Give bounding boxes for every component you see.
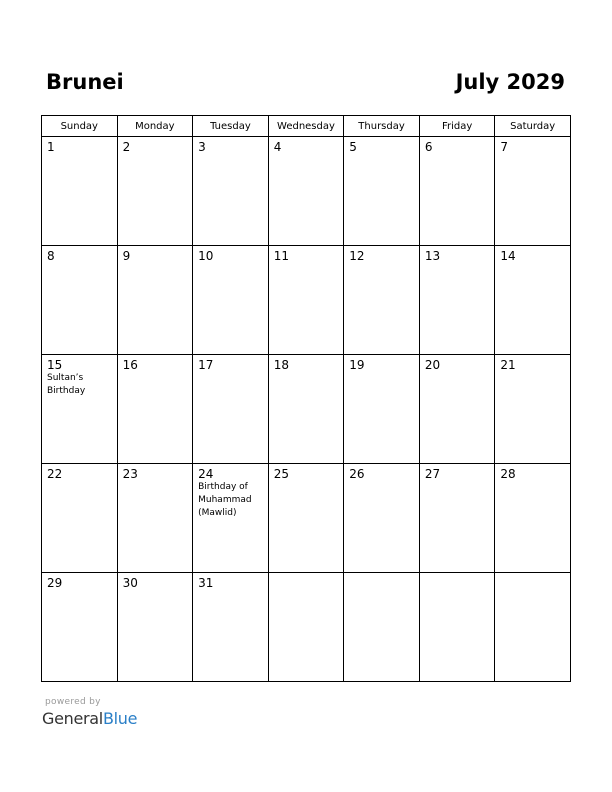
day-cell — [419, 137, 495, 246]
day-number: 30 — [122, 576, 138, 590]
day-cell — [117, 573, 193, 682]
week-row-2 — [42, 246, 571, 355]
day-cell — [344, 137, 420, 246]
day-number: 25 — [273, 467, 289, 481]
country-title: Brunei — [46, 70, 124, 94]
brand-blue-text: Blue — [102, 709, 138, 728]
day-cell — [268, 464, 344, 573]
day-number: 8 — [47, 249, 55, 263]
generalblue-logo — [42, 709, 137, 728]
day-number: 13 — [424, 249, 441, 263]
day-cell — [344, 464, 420, 573]
day-cell — [117, 355, 193, 464]
day-cell — [268, 355, 344, 464]
day-number: 6 — [424, 140, 433, 154]
day-number: 17 — [198, 358, 214, 372]
day-cell — [193, 137, 269, 246]
day-cell — [193, 573, 269, 682]
day-number: 4 — [273, 140, 282, 154]
day-number: 11 — [273, 249, 289, 263]
day-number: 21 — [500, 358, 516, 372]
day-cell — [193, 355, 269, 464]
weekday-header-row — [42, 116, 571, 137]
holiday-label: Birthday of Muhammad (Mawlid) — [198, 482, 252, 518]
day-cell-empty — [344, 573, 420, 682]
day-cell — [193, 464, 269, 573]
day-number: 3 — [198, 140, 206, 154]
day-cell — [268, 246, 344, 355]
week-row-4 — [42, 464, 571, 573]
powered-by-text: powered by — [45, 697, 101, 707]
brand-general-text: General — [42, 709, 103, 728]
day-cell — [117, 137, 193, 246]
weekday-wednesday: Wednesday — [268, 116, 344, 137]
day-cell — [419, 464, 495, 573]
day-cell — [495, 464, 571, 573]
day-cell — [42, 573, 118, 682]
day-cell — [42, 137, 118, 246]
day-cell — [419, 246, 495, 355]
day-number: 27 — [424, 467, 441, 481]
weekday-monday: Monday — [117, 116, 193, 137]
day-number: 22 — [47, 467, 63, 481]
weekday-saturday: Saturday — [495, 116, 571, 137]
day-number: 18 — [273, 358, 289, 372]
day-cell — [117, 246, 193, 355]
day-number: 28 — [500, 467, 516, 481]
day-number: 7 — [500, 140, 509, 154]
day-cell — [344, 246, 420, 355]
day-number: 15 — [47, 358, 63, 372]
day-cell — [495, 137, 571, 246]
day-number: 2 — [122, 140, 131, 154]
day-number: 19 — [349, 358, 365, 372]
weekday-thursday: Thursday — [344, 116, 420, 137]
day-cell — [42, 355, 118, 464]
day-cell — [495, 355, 571, 464]
day-cell — [42, 464, 118, 573]
day-cell — [42, 246, 118, 355]
day-cell-empty — [495, 573, 571, 682]
day-cell — [117, 464, 193, 573]
day-number: 20 — [424, 358, 441, 372]
day-number: 14 — [500, 249, 516, 263]
day-cell — [419, 355, 495, 464]
day-number: 10 — [198, 249, 214, 263]
day-cell — [344, 355, 420, 464]
day-cell — [495, 246, 571, 355]
weekday-friday: Friday — [419, 116, 495, 137]
day-number: 1 — [47, 140, 55, 154]
day-cell-empty — [419, 573, 495, 682]
weekday-tuesday: Tuesday — [193, 116, 269, 137]
day-number: 9 — [122, 249, 131, 263]
day-number: 5 — [349, 140, 357, 154]
day-number: 24 — [198, 467, 214, 481]
weekday-sunday: Sunday — [42, 116, 118, 137]
month-title: July 2029 — [455, 70, 565, 94]
day-cell — [268, 137, 344, 246]
day-number: 16 — [122, 358, 138, 372]
day-number: 23 — [122, 467, 138, 481]
week-row-5 — [42, 573, 571, 682]
calendar-grid — [41, 115, 571, 682]
week-row-1 — [42, 137, 571, 246]
day-cell — [193, 246, 269, 355]
day-number: 31 — [198, 576, 214, 590]
day-number: 26 — [349, 467, 365, 481]
day-number: 29 — [47, 576, 63, 590]
holiday-label: Sultan’s Birthday — [47, 373, 86, 396]
week-row-3 — [42, 355, 571, 464]
day-cell-empty — [268, 573, 344, 682]
day-number: 12 — [349, 249, 365, 263]
